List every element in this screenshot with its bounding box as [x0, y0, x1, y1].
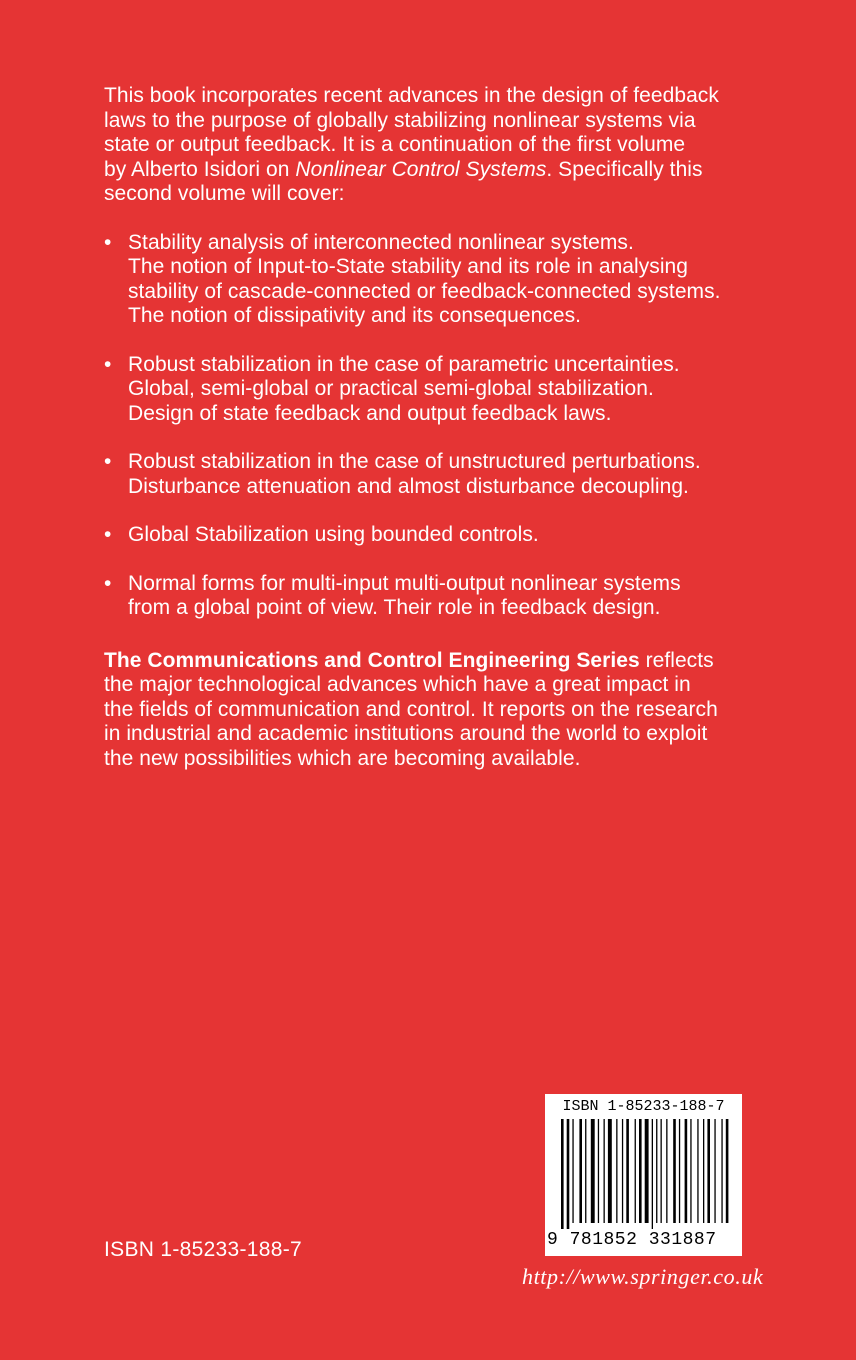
- barcode-bar: [626, 1119, 629, 1223]
- barcode-bar: [567, 1119, 570, 1229]
- barcode-bar: [591, 1119, 595, 1223]
- series-line-1-end: reflects: [639, 648, 714, 672]
- barcode-bar: [598, 1119, 599, 1223]
- barcode-bar: [690, 1119, 691, 1223]
- topic-line: Global, semi-global or practical semi-global stabilization.: [128, 377, 654, 400]
- intro-line-3: state or output feedback. It is a continuation of the first volume: [104, 133, 686, 156]
- topic-line: Stability analysis of interconnected nonlinear systems.: [128, 230, 634, 254]
- barcode-bar: [666, 1119, 667, 1223]
- barcode-bar: [608, 1119, 612, 1223]
- topics-list: [104, 231, 754, 621]
- series-name: The Communications and Control Engineering Series: [104, 648, 640, 672]
- topic-line: Normal forms for multi-input multi-output nonlinear systems: [128, 571, 681, 595]
- barcode-bars: [561, 1119, 729, 1229]
- barcode-bar: [604, 1119, 605, 1223]
- barcode-digits: 9 781852 331887: [547, 1230, 717, 1250]
- barcode-bar: [721, 1119, 722, 1223]
- series-line: in industrial and academic institutions around the world to exploit: [104, 722, 708, 745]
- isbn-label: ISBN 1-85233-188-7: [104, 1238, 303, 1261]
- barcode-bar: [697, 1119, 698, 1223]
- barcode-bar: [656, 1119, 657, 1223]
- barcode-bar: [572, 1119, 573, 1223]
- topic-line: stability of cascade-connected or feedback-connected systems.: [128, 279, 721, 303]
- list-item: [104, 231, 754, 329]
- topic-line: Robust stabilization in the case of parametric uncertainties.: [128, 352, 680, 376]
- list-item: [104, 450, 754, 499]
- barcode-bar: [679, 1119, 680, 1223]
- publisher-url[interactable]: http://www.springer.co.uk: [522, 1264, 764, 1289]
- barcode-bar: [652, 1119, 653, 1229]
- series-line: the major technological advances which have a great impact in: [104, 673, 691, 696]
- bullet-icon: •: [104, 230, 112, 254]
- barcode-bar: [703, 1119, 704, 1223]
- topic-line: Design of state feedback and output feedback laws.: [128, 401, 612, 425]
- series-line: the fields of communication and control. It reports on the research: [104, 697, 718, 721]
- barcode-bar: [585, 1119, 586, 1223]
- list-item: [104, 353, 754, 427]
- topic-line: Robust stabilization in the case of unstructured perturbations.: [128, 450, 701, 473]
- topic-line: Disturbance attenuation and almost disturbance decoupling.: [128, 474, 689, 498]
- intro-line-4-start: by Alberto Isidori on: [104, 157, 296, 181]
- barcode: [545, 1094, 742, 1256]
- intro-line-1: This book incorporates recent advances in the design of feedback: [104, 84, 719, 107]
- series-paragraph: [104, 649, 754, 772]
- barcode-bar: [635, 1119, 636, 1223]
- topic-line: The notion of Input-to-State stability and its role in analysing: [128, 255, 689, 278]
- bullet-icon: •: [104, 571, 112, 595]
- barcode-bar: [707, 1119, 710, 1223]
- intro-line-4-end: . Specifically this: [546, 157, 703, 181]
- bullet-icon: •: [104, 523, 112, 546]
- barcode-bar: [622, 1119, 623, 1223]
- bullet-icon: •: [104, 352, 112, 376]
- list-item: [104, 572, 754, 621]
- intro-line-5: second volume will cover:: [104, 182, 345, 205]
- topic-line: The notion of dissipativity and its consequences.: [128, 304, 582, 327]
- intro-line-2: laws to the purpose of globally stabilizing nonlinear systems via: [104, 108, 696, 132]
- barcode-bar: [645, 1119, 649, 1223]
- series-line: the new possibilities which are becoming available.: [104, 746, 581, 770]
- barcode-bar: [673, 1119, 676, 1223]
- barcode-isbn-text: ISBN 1-85233-188-7: [562, 1098, 725, 1115]
- barcode-bar: [639, 1119, 642, 1223]
- barcode-bar: [661, 1119, 662, 1223]
- barcode-bar: [616, 1119, 617, 1223]
- barcode-bar: [561, 1119, 564, 1229]
- topic-line: from a global point of view. Their role in feedback design.: [128, 596, 661, 619]
- intro-paragraph: [104, 84, 754, 207]
- barcode-bar: [579, 1119, 582, 1223]
- bullet-icon: •: [104, 450, 112, 473]
- topic-line: Global Stabilization using bounded controls.: [128, 523, 539, 546]
- barcode-bar: [714, 1119, 715, 1223]
- barcode-bar: [685, 1119, 688, 1223]
- barcode-bar: [726, 1119, 729, 1223]
- description-block: [104, 84, 754, 771]
- volume-title: Nonlinear Control Systems: [295, 157, 547, 181]
- list-item: [104, 523, 754, 548]
